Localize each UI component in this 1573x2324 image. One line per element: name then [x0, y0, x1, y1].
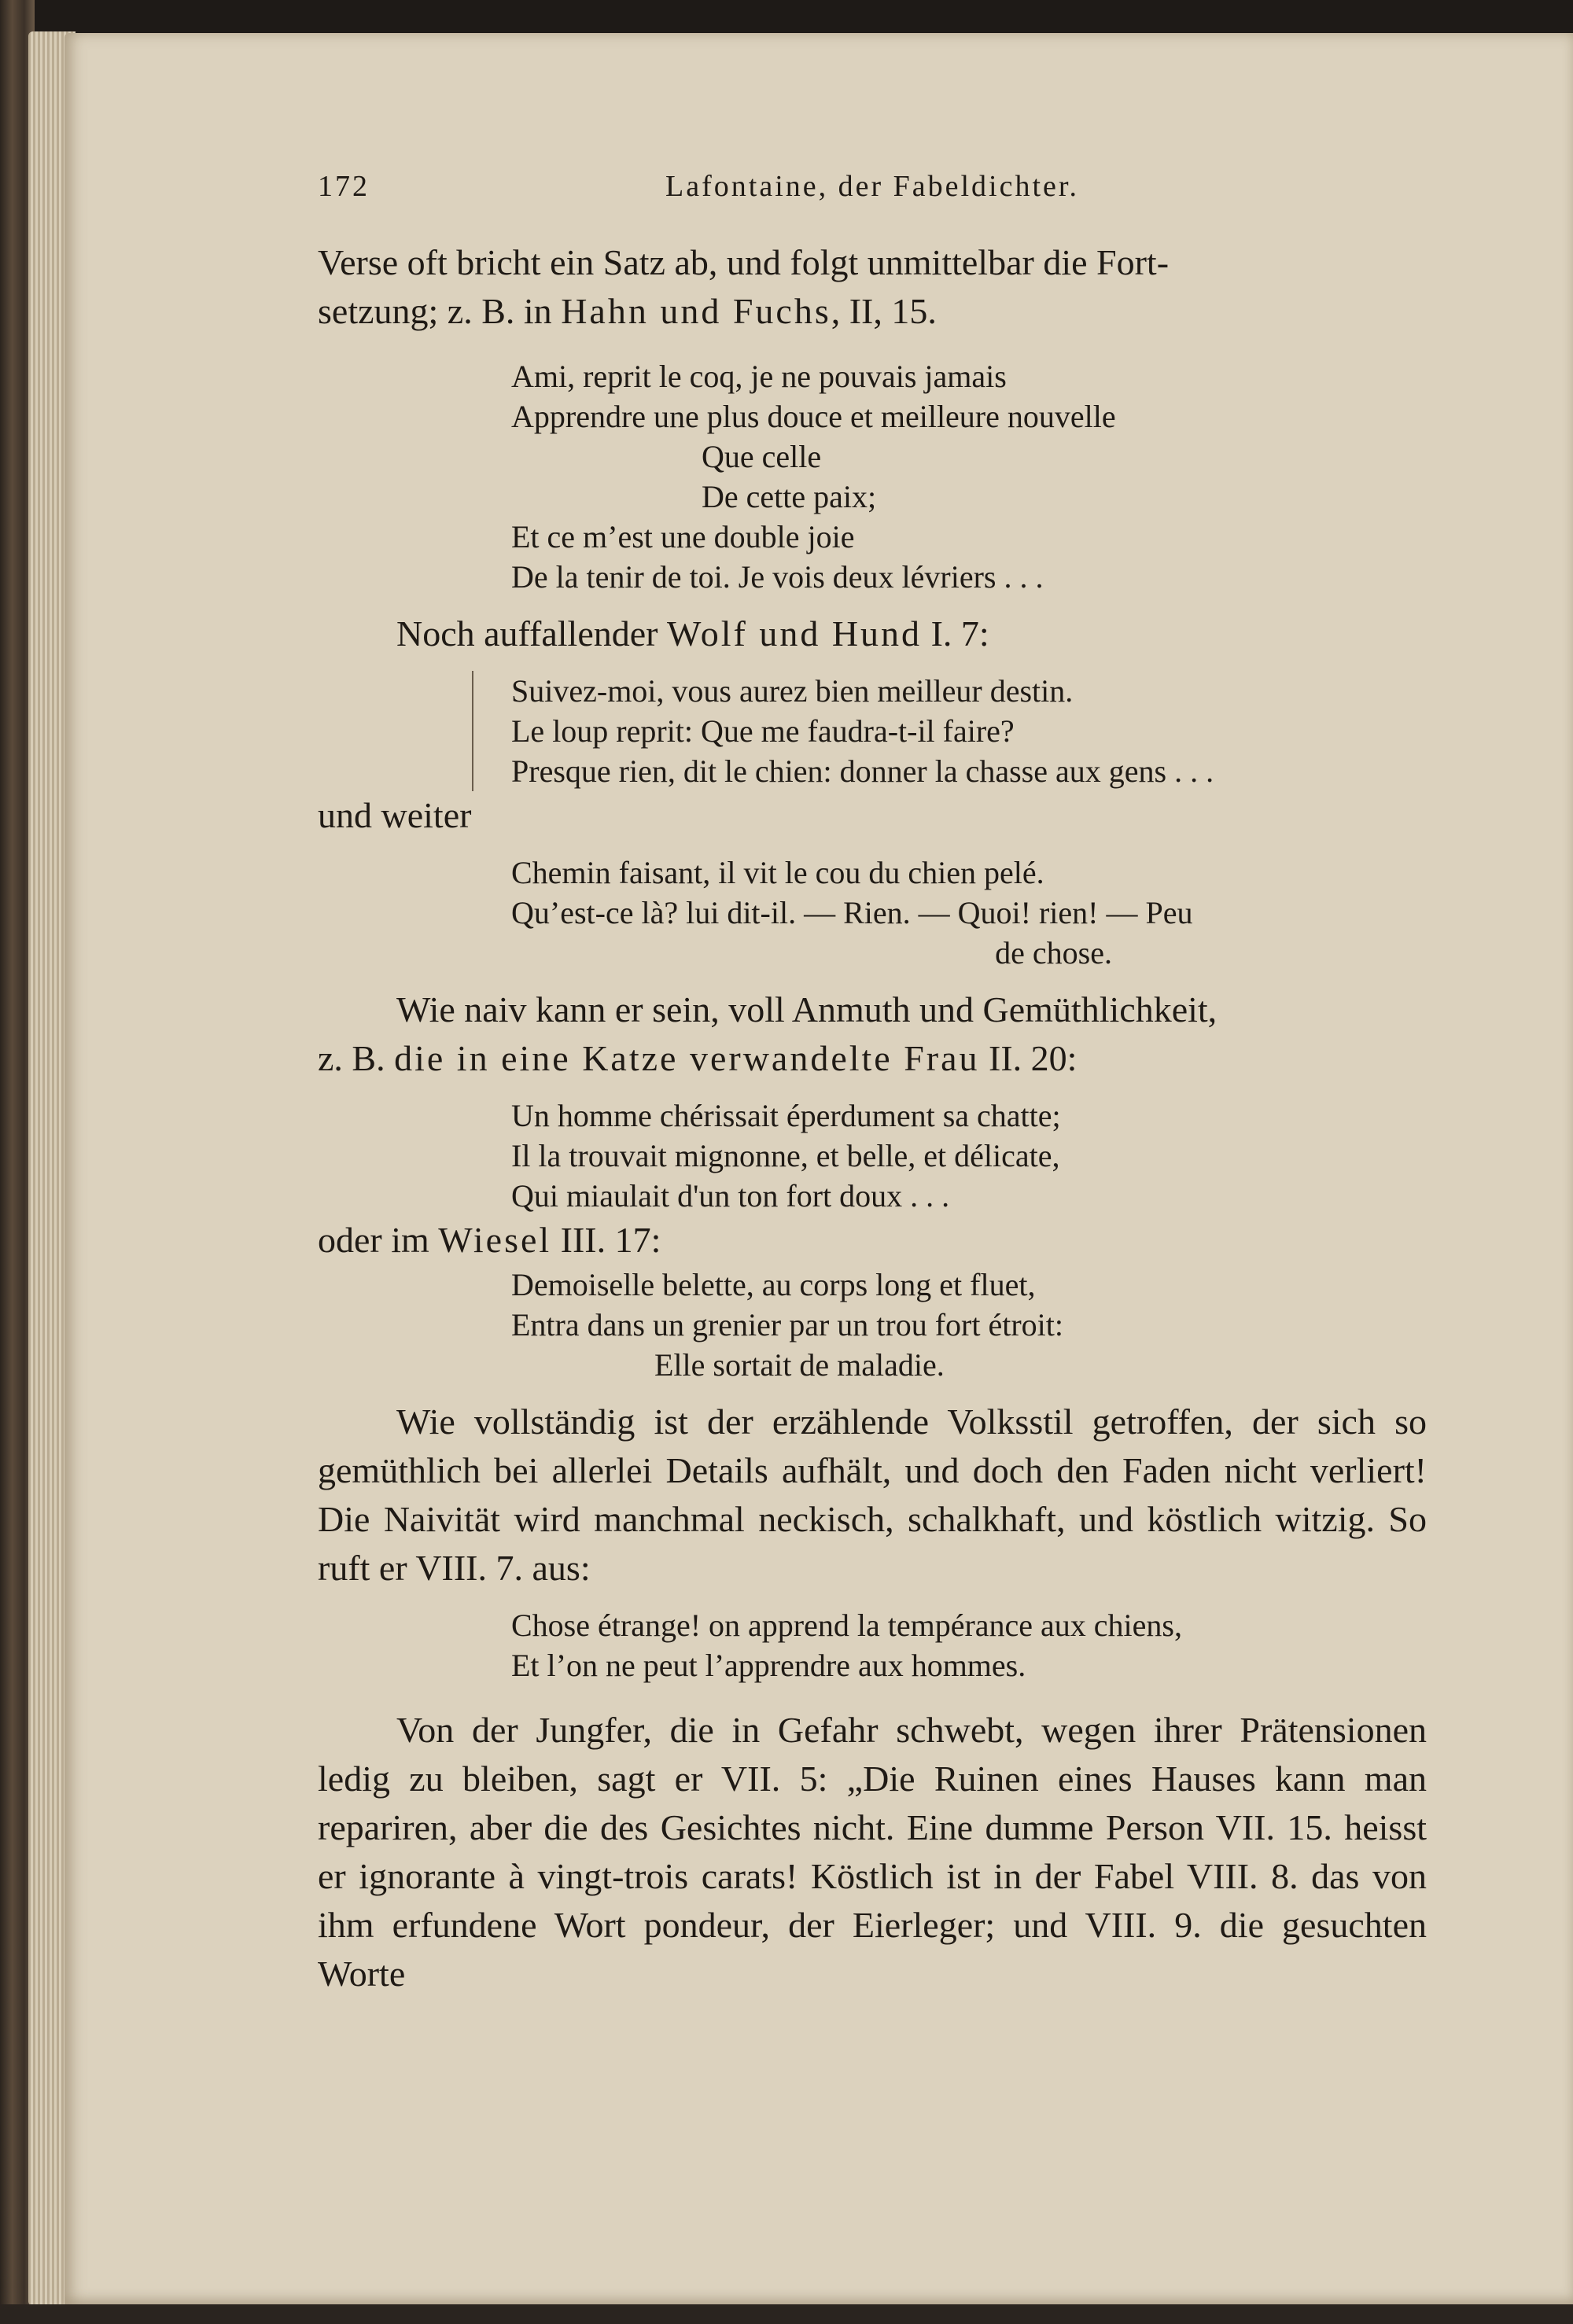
paragraph-4-line-2c: II. 20: [979, 1038, 1078, 1078]
page-number: 172 [318, 170, 370, 203]
verse-line: Il la trouvait mignonne, et belle, et délicate, [511, 1138, 1060, 1173]
verse-line: Entra dans un grenier par un trou fort étroit: [511, 1307, 1063, 1342]
paragraph-2-c: I. 7: [922, 613, 989, 654]
verse-line: Et l’on ne peut l’apprendre aux hommes. [511, 1648, 1026, 1683]
verse-line: Le loup reprit: Que me faudra-t-il faire? [511, 713, 1015, 749]
verse-line: Et ce m’est une double joie [511, 519, 855, 554]
verse-line: Chose étrange! on apprend la tempérance aux chiens, [511, 1608, 1182, 1643]
paragraph-5-c: III. 17: [551, 1220, 661, 1260]
fable-title-wiesel: Wiesel [438, 1220, 552, 1260]
page-content [318, 161, 1427, 1998]
verse-quote-1 [318, 356, 1427, 597]
verse-quote-6 [318, 1605, 1427, 1685]
running-title: Lafontaine, der Fabeldichter. [665, 170, 1079, 203]
verse-quote-2 [472, 671, 1427, 791]
paragraph-7: Von der Jungfer, die in Gefahr schwebt, wegen ihrer Prätensionen ledig zu bleiben, sagt er VII. 5: „Die Ruinen eines Hauses kann man repariren, aber die des Gesichtes nicht. Eine dumme Person VII. 15. heisst er ignorante à vingt-trois carats! Köstlich ist in der Fabel VIII. 8. das von ihm erfundene Wort pondeur, der Eierleger; und VIII. 9. die gesuchten Worte [318, 1710, 1427, 1994]
paragraph-1-line-2c: , II, 15. [831, 291, 937, 331]
verse-line: Que celle [702, 439, 822, 474]
paragraph-1-line-2a: setzung; z. B. in [318, 291, 562, 331]
running-head [318, 161, 1427, 208]
fable-title-hahn-und-fuchs: Hahn und Fuchs [561, 291, 831, 331]
verse-line: De la tenir de toi. Je vois deux lévriers . . . [511, 559, 1044, 595]
verse-line: De cette paix; [702, 479, 877, 514]
verse-line: Ami, reprit le coq, je ne pouvais jamais [511, 359, 1007, 394]
paragraph-1 [318, 238, 1427, 336]
verse-quote-5 [318, 1265, 1427, 1385]
paragraph-6: Wie vollständig ist der erzählende Volksstil getroffen, der sich so gemüthlich bei allerlei Details aufhält, und doch den Faden nicht verliert! Die Naivität wird manchmal neckisch, schalkhaft, und köstlich witzig. So ruft er VIII. 7. aus: [318, 1401, 1427, 1588]
scan-backdrop-top [0, 0, 1573, 35]
paragraph-1-line-1: Verse oft bricht ein Satz ab, und folgt unmittelbar die Fort- [318, 242, 1170, 282]
verse-line: Apprendre une plus douce et meilleure nouvelle [511, 399, 1116, 434]
paragraph-4-line-1: Wie naiv kann er sein, voll Anmuth und Gemüthlichkeit, [396, 989, 1218, 1029]
verse-line: Chemin faisant, il vit le cou du chien pelé. [511, 855, 1044, 890]
paragraph-2-a: Noch auffallender [396, 613, 667, 654]
verse-quote-3 [318, 853, 1427, 973]
fable-title-wolf-und-hund: Wolf und Hund [667, 613, 923, 654]
verse-line: de chose. [995, 935, 1112, 970]
paragraph-3: und weiter [318, 795, 472, 835]
verse-line: Suivez-moi, vous aurez bien meilleur destin. [511, 673, 1074, 709]
paragraph-5 [318, 1216, 1427, 1265]
verse-line: Qu’est-ce là? lui dit-il. — Rien. — Quoi! rien! — Peu [511, 895, 1193, 930]
paragraph-4 [318, 985, 1427, 1083]
verse-line: Qui miaulait d'un ton fort doux . . . [511, 1178, 950, 1214]
scan-backdrop-bottom [0, 2304, 1573, 2324]
paragraph-4-line-2a: z. B. [318, 1038, 395, 1078]
verse-line: Un homme chérissait éperdument sa chatte; [511, 1098, 1061, 1133]
fable-title-katze: die in eine Katze verwandelte Frau [394, 1038, 980, 1078]
verse-line: Elle sortait de maladie. [654, 1347, 945, 1383]
paragraph-2 [318, 610, 1427, 658]
verse-line: Presque rien, dit le chien: donner la chasse aux gens . . . [511, 753, 1214, 789]
verse-line: Demoiselle belette, au corps long et fluet, [511, 1267, 1036, 1302]
verse-quote-4 [318, 1096, 1427, 1216]
paragraph-5-a: oder im [318, 1220, 439, 1260]
